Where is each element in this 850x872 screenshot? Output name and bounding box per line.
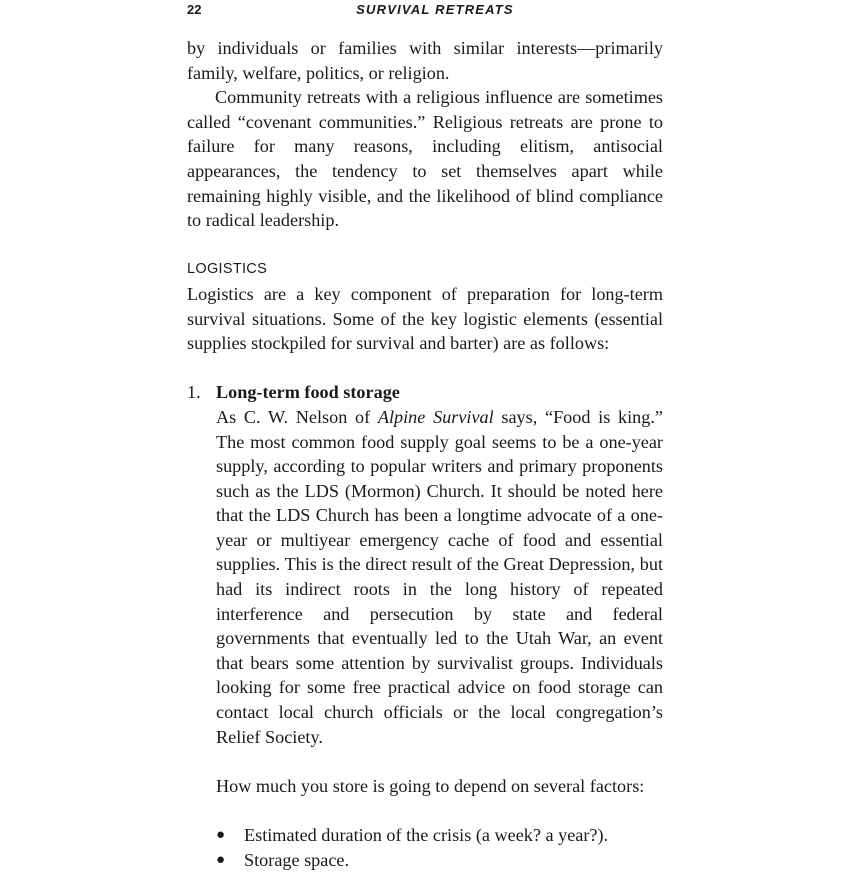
body-text [187, 36, 663, 872]
bullet-text: Estimated duration of the crisis (a week? a year?). [244, 825, 609, 845]
list-item-paragraph [216, 405, 663, 749]
text-run: As C. W. Nelson of [216, 406, 378, 427]
spacer [216, 749, 663, 774]
paragraph-covenant-communities: Community retreats with a religious influence are sometimes called “covenant communities.” Religious retreats are prone to failure for many reasons, including elitism, antisocial appearances, the tendency to set themselves apart while remaining highly visible, and the likelihood of blind compliance to radical leadership. [187, 87, 663, 231]
numbered-list [187, 380, 663, 872]
bullet-dot-icon: ● [216, 827, 226, 843]
bullet-dot-icon: ● [216, 851, 226, 868]
bullet-list [216, 823, 663, 872]
page-number: 22 [187, 2, 202, 17]
list-item-title: Long-term food storage [216, 382, 400, 403]
factors-intro: How much you store is going to depend on several factors: [216, 775, 645, 796]
list-item-food-storage [187, 380, 663, 872]
list-item-number: 1. [187, 382, 201, 403]
bullet-item-duration [216, 823, 663, 848]
spacer [216, 798, 663, 823]
running-head [187, 2, 663, 20]
bullet-item-storage-space [216, 848, 663, 872]
section-heading-logistics: LOGISTICS [187, 261, 268, 278]
paragraph-logistics-intro: Logistics are a key component of preparation for long-term survival situations. Some of the key logistic elements (essential supplies stockpiled for survival and barter) are as follows: [187, 283, 663, 354]
running-title: SURVIVAL RETREATS [356, 2, 514, 17]
text-run: says, “Food is king.” The most common food supply goal seems to be a one-year supply, according to popular writers and primary proponents such as the LDS (Mormon) Church. It should be noted here that the LDS Church has been a longtime advocate of a one-year or multiyear emergency cache of food and essential supplies. This is the direct result of the Great Depression, but had its indirect roots in the long history of repeated interference and persecution by state and federal governments that eventually led to the Utah War, an event that bears some attention by survivalist groups. Individuals looking for some free practical advice on food storage can contact local church officials or the local congregation’s Relief Society. [216, 406, 663, 747]
paragraph-continued: by individuals or families with similar interests—primarily family, welfare, politics, or religion. [187, 38, 663, 83]
book-title-alpine-survival: Alpine Survival [377, 406, 494, 427]
bullet-text: Storage space. [244, 849, 350, 870]
